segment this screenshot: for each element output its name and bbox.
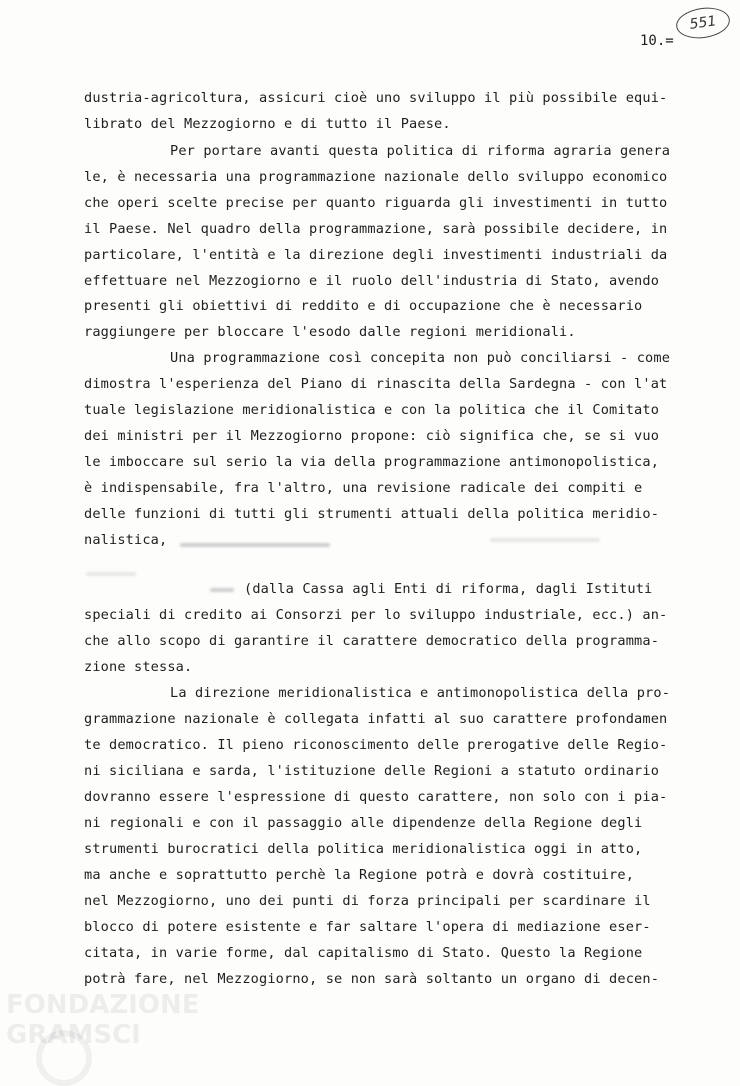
paragraph-start: Una programmazione così concepita non può conciliarsi - come xyxy=(170,350,671,366)
text-line: ni siciliana e sarda, l'istituzione delle Regioni a statuto ordinario xyxy=(84,763,660,779)
text-line: che operi scelte precise per quanto riguarda gli investimenti in tutto xyxy=(84,195,668,211)
text-line: particolare, l'entità e la direzione degli investimenti industriali da xyxy=(84,247,668,263)
page-number: 10.= xyxy=(640,33,674,49)
text-line: blocco di potere esistente e far saltare l'opera di mediazione eser- xyxy=(84,919,651,935)
text-line: delle funzioni di tutti gli strumenti attuali della politica meridio- xyxy=(84,506,660,522)
watermark-line: GRAMSCI xyxy=(6,1020,141,1050)
text-line: è indispensabile, fra l'altro, una revisione radicale dei compiti e xyxy=(84,480,643,496)
erasure-smudge xyxy=(86,572,136,576)
erasure-smudge xyxy=(490,538,600,542)
text-line: dovranno essere l'espressione di questo carattere, non solo con i pia- xyxy=(84,789,668,805)
text-line: presenti gli obiettivi di reddito e di occupazione che è necessario xyxy=(84,298,643,314)
erasure-smudge xyxy=(210,588,234,592)
text-line: te democratico. Il pieno riconoscimento delle prerogative delle Regio- xyxy=(84,737,668,753)
text-line: citata, in varie forme, dal capitalismo di Stato. Questo la Regione xyxy=(84,945,643,961)
text-line: librato del Mezzogiorno e di tutto il Paese. xyxy=(84,116,451,132)
erasure-smudge xyxy=(180,543,330,547)
text-line: le, è necessaria una programmazione nazionale dello sviluppo economico xyxy=(84,169,668,185)
text-line: ma anche e soprattutto perchè la Regione potrà e dovrà costituire, xyxy=(84,867,635,883)
text-line: potrà fare, nel Mezzogiorno, se non sarà soltanto un organo di decen- xyxy=(84,971,660,987)
text-line: ni regionali e con il passaggio alle dipendenze della Regione degli xyxy=(84,815,643,831)
watermark-emblem xyxy=(36,1030,92,1086)
text-line: dei ministri per il Mezzogiorno propone: ciò significa che, se si vuo xyxy=(84,428,660,444)
text-line: nel Mezzogiorno, uno dei punti di forza principali per scardinare il xyxy=(84,893,651,909)
text-line: dimostra l'esperienza del Piano di rinascita della Sardegna - con l'at xyxy=(84,376,668,392)
text-line: nalistica, xyxy=(84,532,168,548)
paragraph-start: La direzione meridionalistica e antimonopolistica della pro- xyxy=(170,685,671,701)
text-line: raggiungere per bloccare l'esodo dalle regioni meridionali. xyxy=(84,324,576,340)
text-line: le imboccare sul serio la via della programmazione antimonopolistica, xyxy=(84,454,660,470)
text-line: effettuare nel Mezzogiorno e il ruolo dell'industria di Stato, avendo xyxy=(84,273,660,289)
watermark-line: FONDAZIONE xyxy=(6,990,200,1020)
text-line: strumenti burocratici della politica meridionalistica oggi in atto, xyxy=(84,841,643,857)
text-line: il Paese. Nel quadro della programmazione, sarà possibile decidere, in xyxy=(84,221,668,237)
text-line: dustria-agricoltura, assicuri cioè uno sviluppo il più possibile equi- xyxy=(84,90,668,106)
text-line: tuale legislazione meridionalistica e con la politica che il Comitato xyxy=(84,402,660,418)
archive-stamp: 551 xyxy=(674,4,732,41)
text-line: speciali di credito ai Consorzi per lo sviluppo industriale, ecc.) an- xyxy=(84,607,668,623)
text-line: zione stessa. xyxy=(84,659,193,675)
text-line: (dalla Cassa agli Enti di riforma, dagli Istituti xyxy=(244,581,653,597)
watermark-logo xyxy=(6,990,200,1070)
paragraph-start: Per portare avanti questa politica di riforma agraria genera xyxy=(170,143,671,159)
text-line: grammazione nazionale è collegata infatti al suo carattere profondamen xyxy=(84,711,668,727)
text-line: che allo scopo di garantire il carattere democratico della programma- xyxy=(84,633,660,649)
